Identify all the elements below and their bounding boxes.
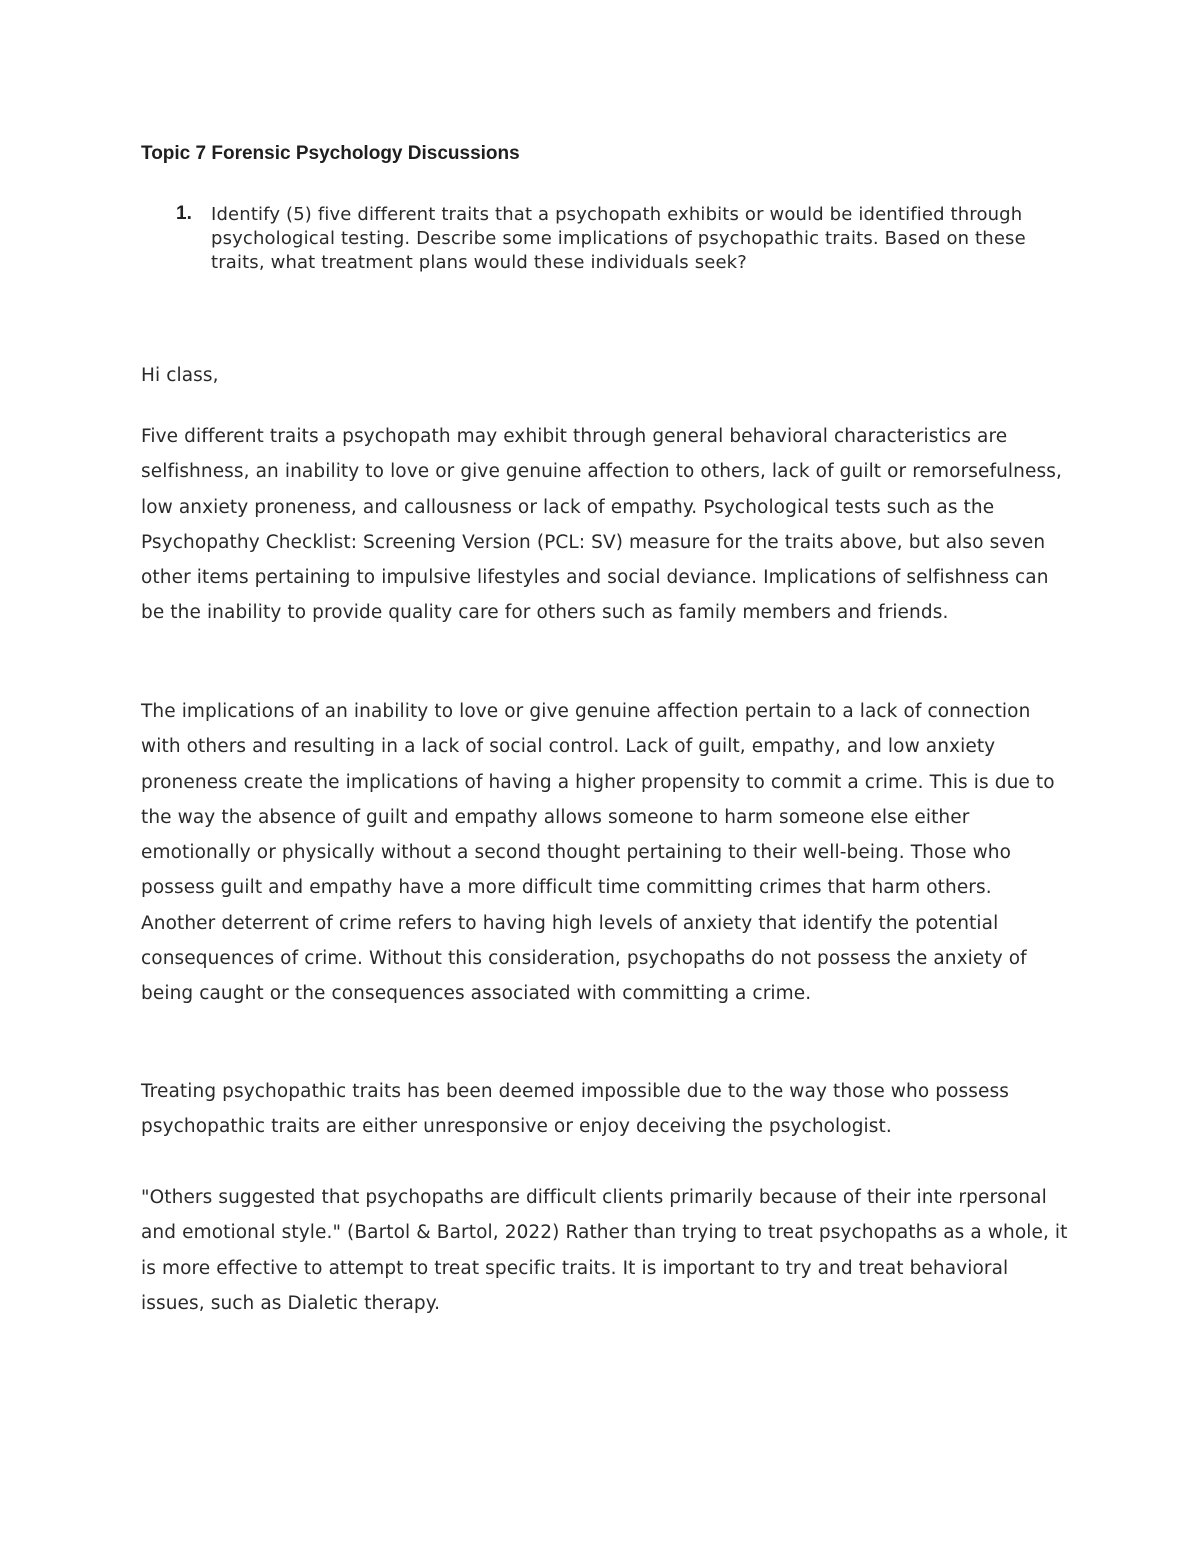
question-text: Identify (5) five different traits that a psychopath exhibits or would be identified through psychological testing. Describe some implications of psychopathic traits. Based on these traits, what treatment plans would these individuals seek? xyxy=(211,204,1026,273)
paragraph-implications: The implications of an inability to love or give genuine affection pertain to a lack of connection with others and resulting in a lack of social control. Lack of guilt, empathy, and low anxiety proneness create the implications of having a higher propensity to commit a crime. This is due to the way the absence of guilt and empathy allows someone to harm someone else either emotionally or physically without a second thought pertaining to their well-being. Those who possess guilt and empathy have a more difficult time committing crimes that harm others. Another deterrent of crime refers to having high levels of anxiety that identify the potential consequences of crime. Without this consideration, psychopaths do not possess the anxiety of being caught or the consequences associated with committing a crime. xyxy=(141,701,1055,1005)
discussion-question xyxy=(141,203,1061,275)
greeting: Hi class, xyxy=(141,365,219,386)
question-number: 1. xyxy=(176,203,192,224)
document-title: Topic 7 Forensic Psychology Discussions xyxy=(141,143,520,164)
paragraph-treatment: Treating psychopathic traits has been deemed impossible due to the way those who possess psychopathic traits are either unresponsive or enjoy deceiving the psychologist. xyxy=(141,1081,1009,1138)
paragraph-traits: Five different traits a psychopath may exhibit through general behavioral characteristics are selfishness, an inability to love or give genuine affection to others, lack of guilt or remorsefulness, low anxiety proneness, and callousness or lack of empathy. Psychological tests such as the Psychopathy Checklist: Screening Version (PCL: SV) measure for the traits above, but also seven other items pertaining to impulsive lifestyles and social deviance. Implications of selfishness can be the inability to provide quality care for others such as family members and friends. xyxy=(141,426,1062,624)
paragraph-quote: "Others suggested that psychopaths are difficult clients primarily because of their inte rpersonal and emotional style." (Bartol & Bartol, 2022) Rather than trying to treat psychopaths as a whole, it is more effective to attempt to treat specific traits. It is important to try and treat behavioral issues, such as Dialetic therapy. xyxy=(141,1187,1068,1314)
